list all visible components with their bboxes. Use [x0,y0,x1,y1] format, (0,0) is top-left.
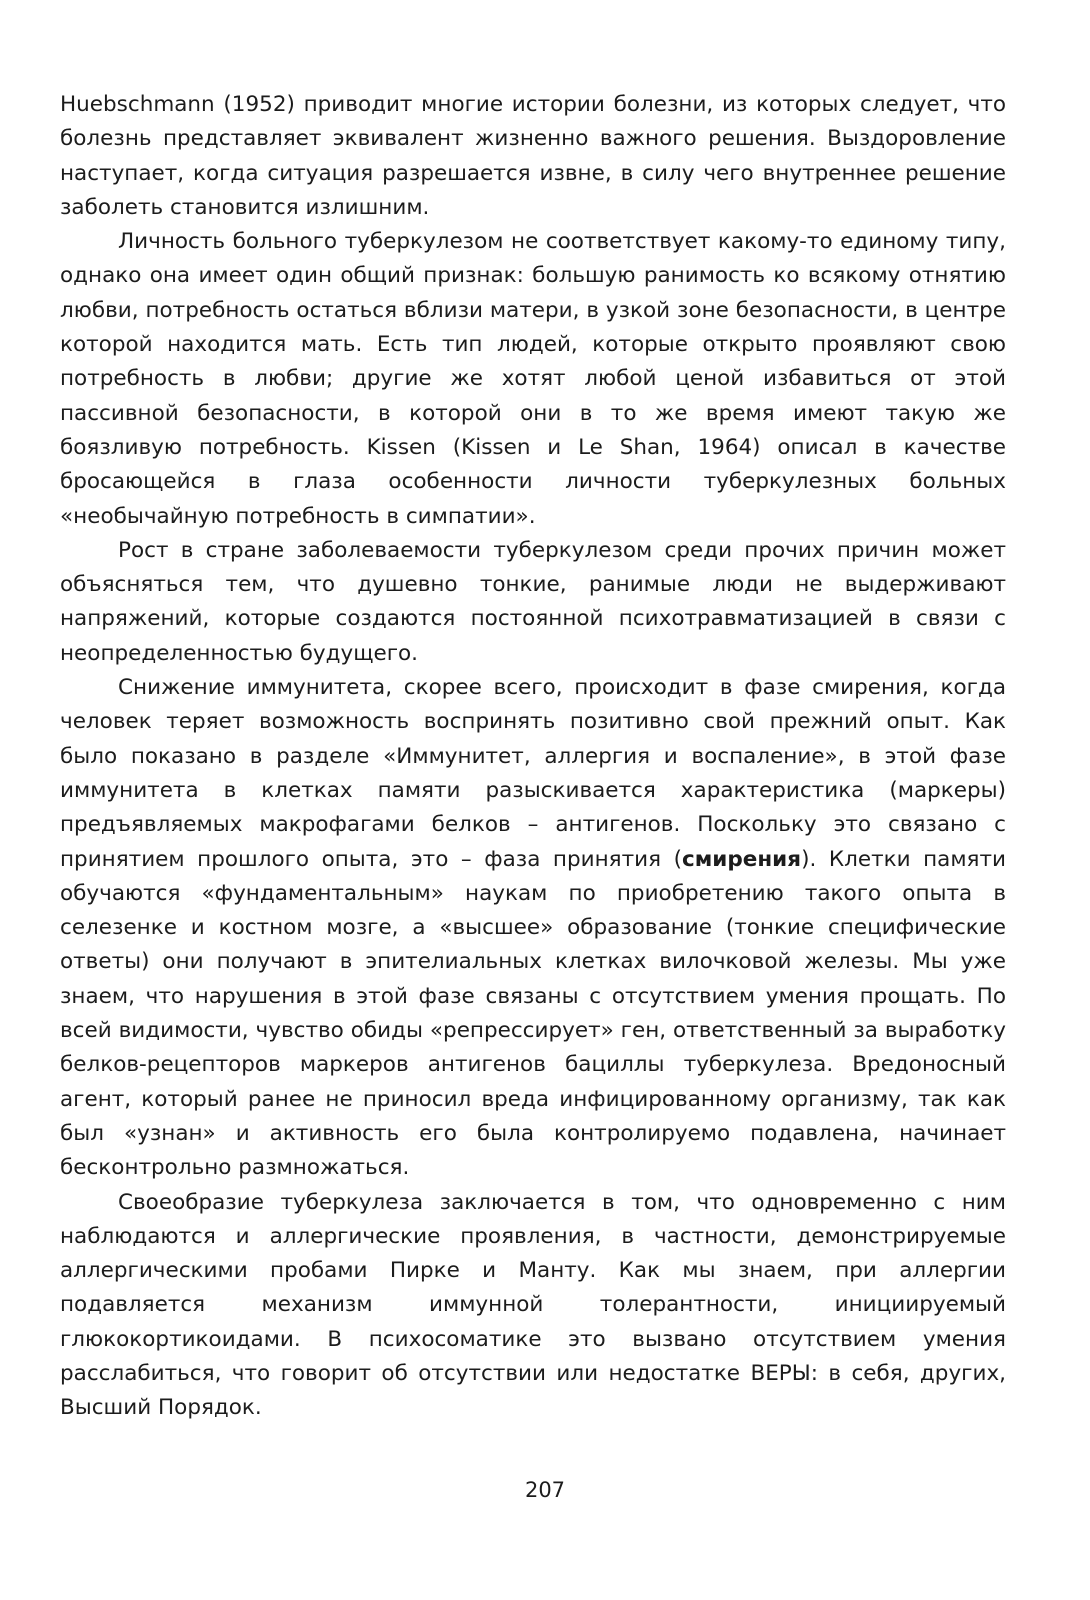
paragraph-1: Huebschmann (1952) приводит многие истории болезни, из которых следует, что болезнь представляет эквивалент жизненно важного решения. Выздоровление наступает, когда ситуация разрешается извне, в силу чего внутреннее решение заболеть становится излишним. [60,92,1006,220]
paragraph-4-text-after: ). Клетки памяти обучаются «фундаментальным» наукам по приобретению такого опыта в селезенке и костном мозге, а «высшее» образование (тонкие специфические ответы) они получают в эпителиальных клетках вилочковой железы. Мы уже знаем, что нарушения в этой фазе связаны с отсутствием умения прощать. По всей видимости, чувство обиды «репрессирует» ген, ответственный за выработку белков-рецепторов маркеров антигенов бациллы туберкулеза. Вредоносный агент, который ранее не приносил вреда инфицированному организму, так как был «узнан» и активность его была контролируемо подавлена, начинает бесконтрольно размножаться. [60,846,1006,1181]
paragraph-2: Личность больного туберкулезом не соответствует какому-то единому типу, однако она имеет один общий признак: большую ранимость ко всякому отнятию любви, потребность остаться вблизи матери, в узкой зоне безопасности, в центре которой находится мать. Есть тип людей, которые открыто проявляют свою потребность в любви; другие же хотят любой ценой избавиться от этой пассивной безопасности, в которой они в то же время имеют такую же боязливую потребность. Kissen (Kissen и Le Shan, 1964) описал в качестве бросающейся в глаза особенности личности туберкулезных больных «необычайную потребность в симпатии». [60,229,1006,529]
paragraph-4-text-before: Снижение иммунитета, скорее всего, происходит в фазе смирения, когда человек теряет возможность воспринять позитивно свой прежний опыт. Как было показано в разделе «Иммунитет, аллергия и воспаление», в этой фазе иммунитета в клетках памяти разыскивается характеристика (маркеры) предъявляемых макрофагами белков – антигенов. Поскольку это связано с принятием прошлого опыта, это – фаза принятия ( [60,675,1006,872]
page-number: 207 [524,1478,566,1502]
paragraph-3: Рост в стране заболеваемости туберкулезом среди прочих причин может объясняться тем, что душевно тонкие, ранимые люди не выдерживают напряжений, которые создаются постоянной психотравматизацией в связи с неопределенностью будущего. [60,537,1006,666]
paragraph-5: Своеобразие туберкулеза заключается в том, что одновременно с ним наблюдаются и аллергические проявления, в частности, демонстрируемые аллергическими пробами Пирке и Манту. Как мы знаем, при аллергии подавляется механизм иммунной толерантности, инициируемый глюкокортикоидами. В психосоматике это вызвано отсутствием умения расслабиться, что говорит об отсутствии или недостатке ВЕРЫ: в себя, других, Высший Порядок. [60,1189,1006,1421]
paragraph-4-bold-term: смирения [681,846,802,872]
page-body [60,88,1006,1426]
paragraph-4 [60,671,1006,1185]
